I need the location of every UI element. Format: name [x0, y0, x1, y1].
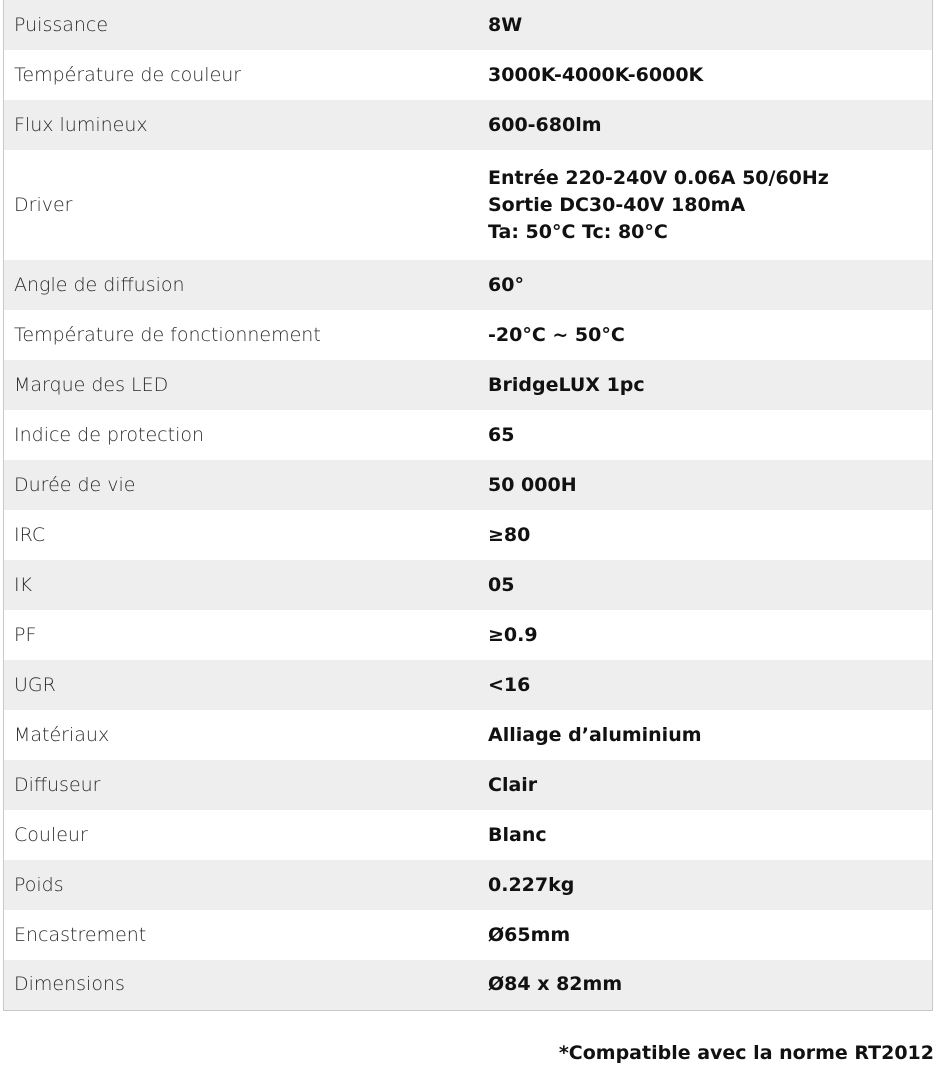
spec-row	[4, 860, 933, 910]
spec-row	[4, 360, 933, 410]
spec-value	[480, 610, 933, 660]
spec-label: Driver	[4, 150, 481, 260]
spec-value-line: 600-680lm	[488, 113, 602, 136]
spec-label: Flux lumineux	[4, 100, 481, 150]
spec-value	[480, 460, 933, 510]
spec-row	[4, 810, 933, 860]
spec-row	[4, 610, 933, 660]
spec-row	[4, 710, 933, 760]
spec-value	[480, 100, 933, 150]
spec-label: Diffuseur	[4, 760, 481, 810]
spec-label: Puissance	[4, 0, 481, 50]
spec-row	[4, 760, 933, 810]
spec-value-line: <16	[488, 673, 531, 696]
spec-value-line: Ø65mm	[488, 923, 571, 946]
spec-value-line: 50 000H	[488, 473, 577, 496]
spec-row	[4, 410, 933, 460]
spec-label: IK	[4, 560, 481, 610]
spec-label: Marque des LED	[4, 360, 481, 410]
spec-label: Dimensions	[4, 960, 481, 1010]
spec-value	[480, 860, 933, 910]
spec-value	[480, 360, 933, 410]
footnote: *Compatible avec la norme RT2012	[558, 1042, 934, 1064]
spec-value	[480, 150, 933, 260]
spec-value-line: Clair	[488, 773, 538, 796]
spec-row	[4, 260, 933, 310]
spec-value	[480, 760, 933, 810]
spec-value-line: 05	[488, 573, 515, 596]
spec-value	[480, 50, 933, 100]
spec-value-line: Ta: 50°C Tc: 80°C	[488, 220, 668, 243]
spec-row	[4, 460, 933, 510]
spec-table-body	[4, 0, 933, 1010]
spec-value-line: ≥0.9	[488, 623, 538, 646]
spec-row	[4, 310, 933, 360]
spec-row	[4, 100, 933, 150]
spec-label: Matériaux	[4, 710, 481, 760]
spec-value-line: 8W	[488, 13, 523, 36]
spec-value	[480, 510, 933, 560]
spec-value-line: Ø84 x 82mm	[488, 973, 623, 996]
spec-label: Poids	[4, 860, 481, 910]
spec-label: UGR	[4, 660, 481, 710]
spec-value-line: Sortie DC30-40V 180mA	[488, 193, 746, 216]
spec-value-line: Alliage d’aluminium	[488, 723, 702, 746]
spec-row	[4, 510, 933, 560]
spec-value	[480, 660, 933, 710]
spec-value-line: BridgeLUX 1pc	[488, 373, 645, 396]
spec-label: Température de couleur	[4, 50, 481, 100]
spec-value-line: 65	[488, 423, 515, 446]
spec-row	[4, 560, 933, 610]
spec-value	[480, 410, 933, 460]
spec-row	[4, 660, 933, 710]
spec-label: Durée de vie	[4, 460, 481, 510]
spec-value-line: Entrée 220-240V 0.06A 50/60Hz	[488, 166, 829, 189]
spec-value-line: 3000K-4000K-6000K	[488, 63, 704, 86]
spec-label: Couleur	[4, 810, 481, 860]
spec-value	[480, 310, 933, 360]
spec-row	[4, 150, 933, 260]
spec-value-line: Blanc	[488, 823, 547, 846]
spec-value	[480, 560, 933, 610]
spec-label: Indice de protection	[4, 410, 481, 460]
spec-value	[480, 810, 933, 860]
spec-label: Encastrement	[4, 910, 481, 960]
spec-row	[4, 0, 933, 50]
spec-value-line: 0.227kg	[488, 873, 575, 896]
spec-row	[4, 910, 933, 960]
spec-value	[480, 710, 933, 760]
spec-value-line: -20°C ~ 50°C	[488, 323, 625, 346]
spec-label: PF	[4, 610, 481, 660]
spec-value-line: ≥80	[488, 523, 531, 546]
spec-value	[480, 910, 933, 960]
spec-row	[4, 50, 933, 100]
spec-value	[480, 0, 933, 50]
spec-value-line: 60°	[488, 273, 524, 296]
spec-value	[480, 260, 933, 310]
spec-table	[3, 0, 933, 1011]
spec-value	[480, 960, 933, 1010]
spec-label: IRC	[4, 510, 481, 560]
spec-row	[4, 960, 933, 1010]
spec-label: Température de fonctionnement	[4, 310, 481, 360]
spec-label: Angle de diffusion	[4, 260, 481, 310]
